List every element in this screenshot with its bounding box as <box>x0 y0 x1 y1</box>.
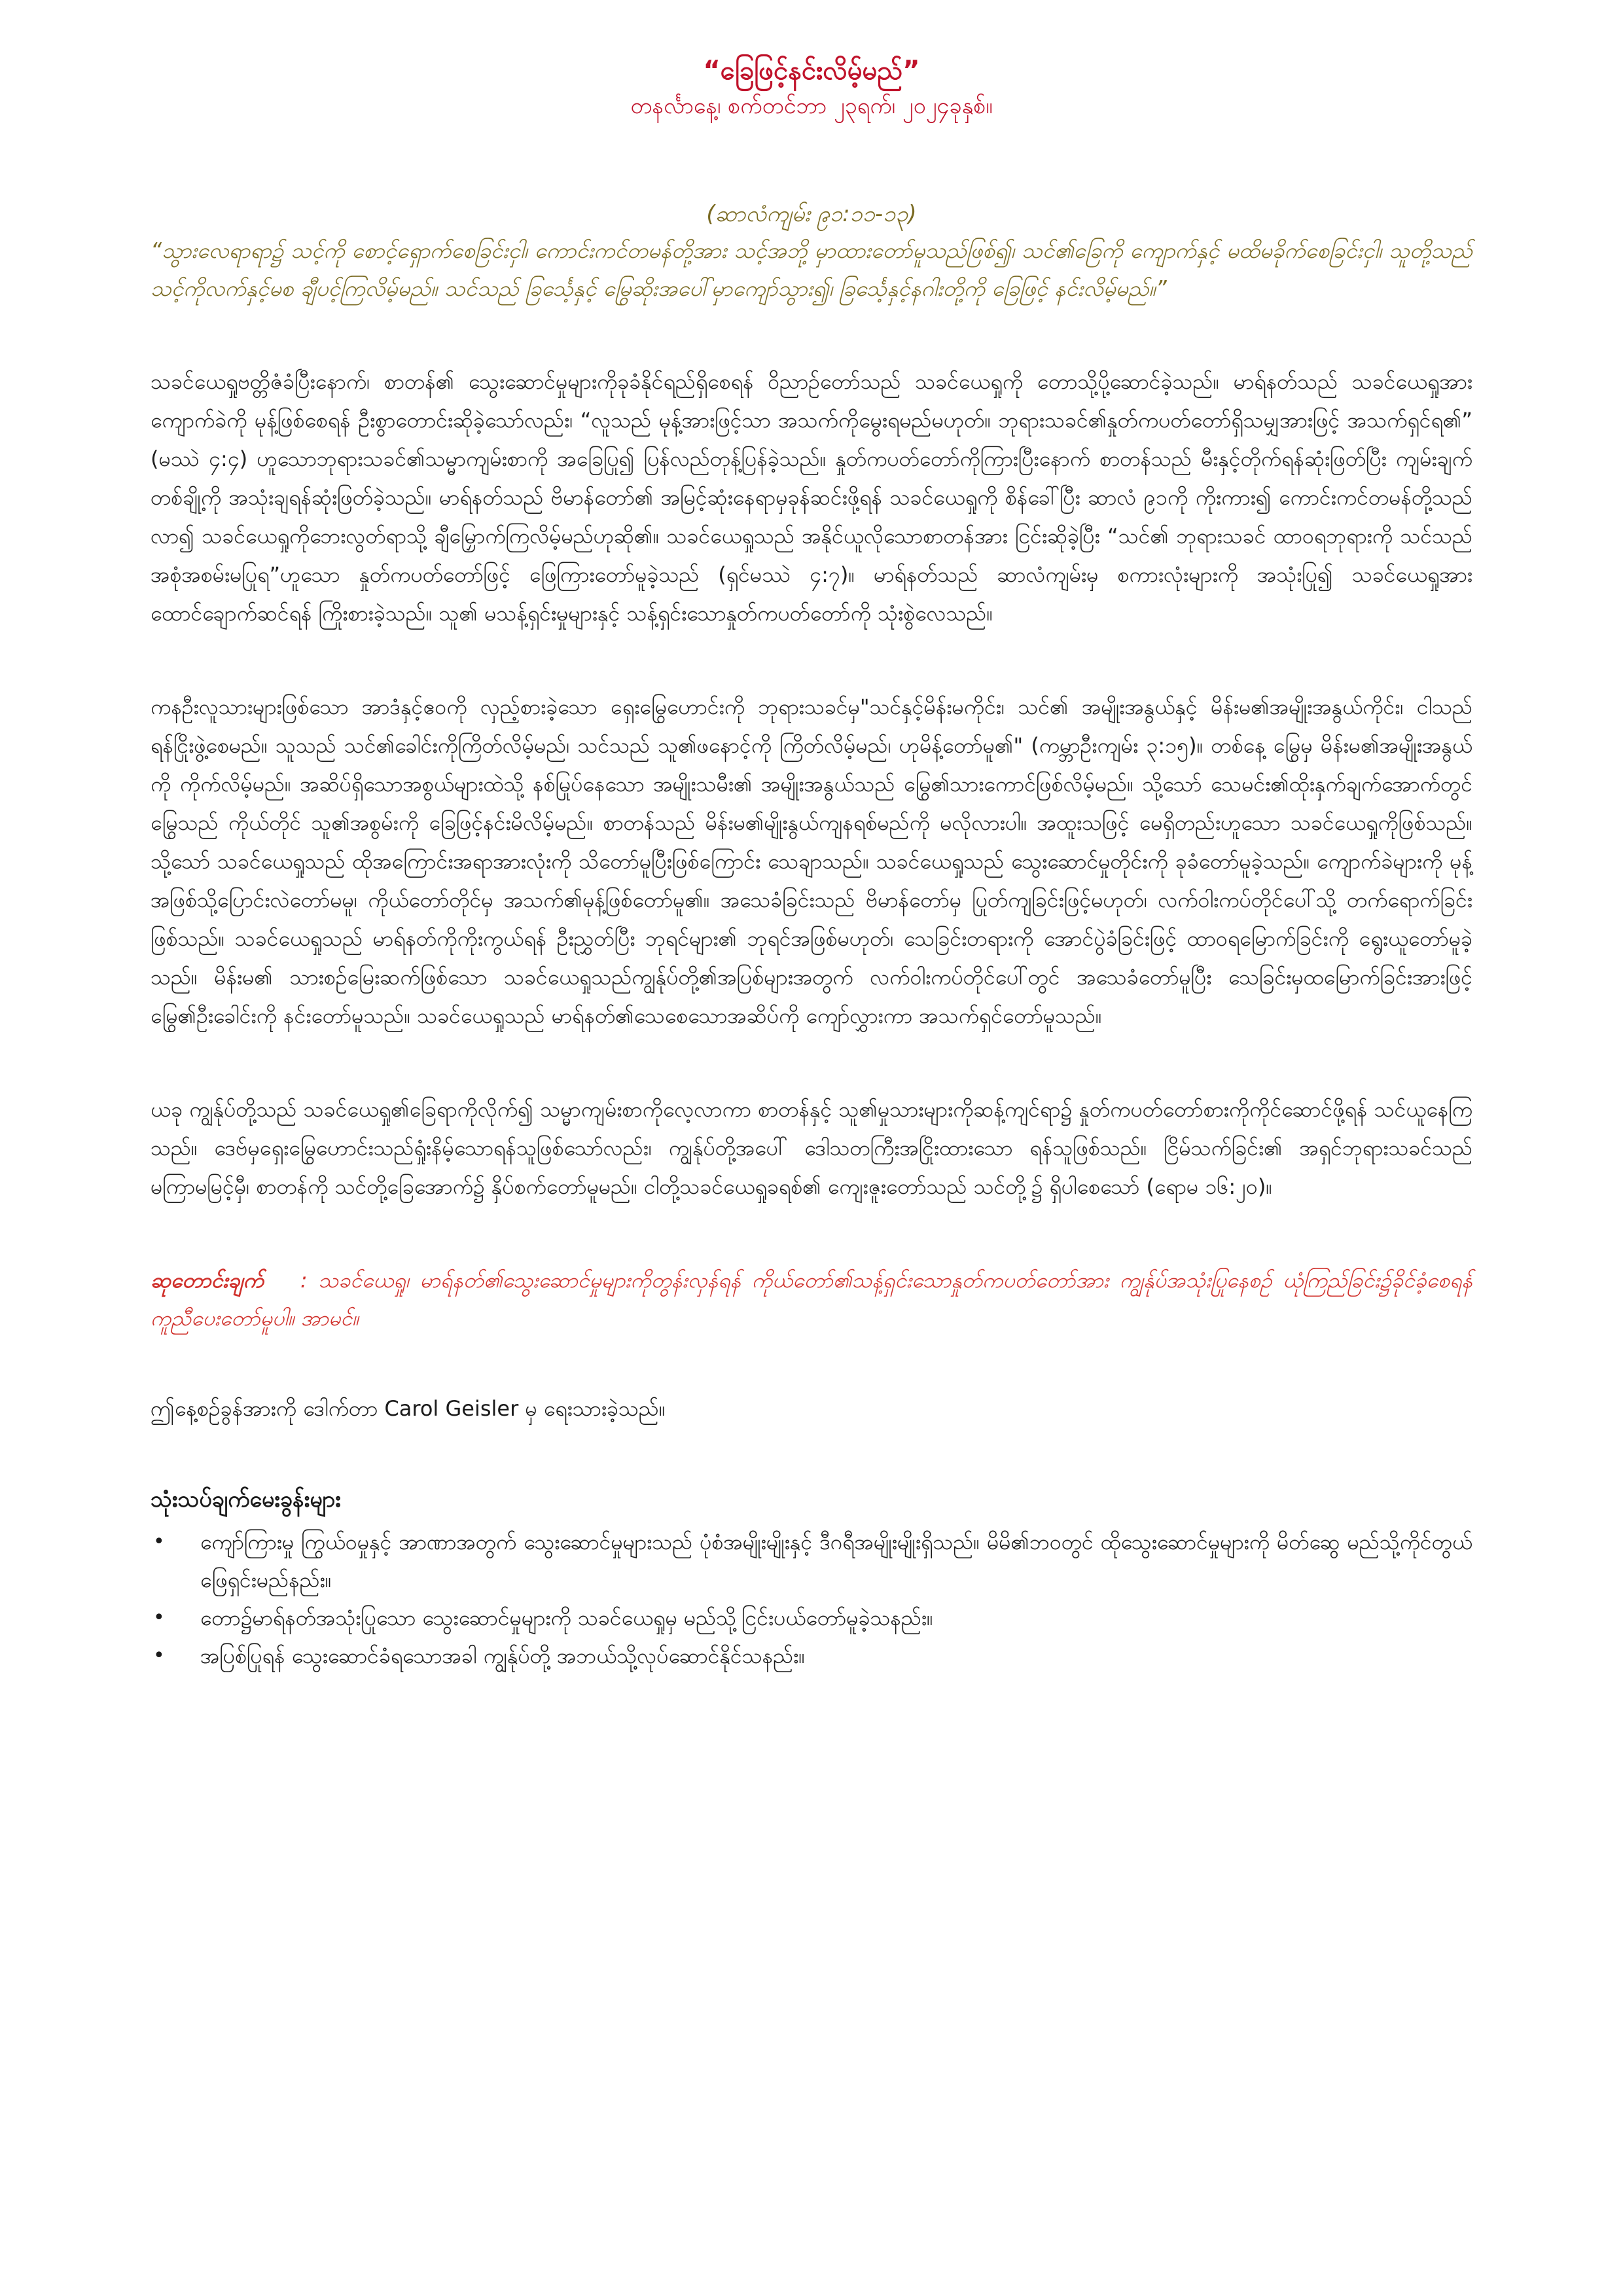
question-text: အပြစ်ပြုရန် သွေးဆောင်ခံရသောအခါ ကျွန်ုပ်တို့ အဘယ်သို့လုပ်ဆောင်နိုင်သနည်း။ <box>200 1643 805 1668</box>
scripture-text: “သွားလေရာရာ၌ သင့်ကို စောင့်ရှောက်စေခြင်းငှါ၊ ကောင်းကင်တမန်တို့အား သင့်အဘို့ မှာထားတော်မူသည်ဖြစ်၍၊ သင်၏ခြေကို ကျောက်နှင့် မထိမခိုက်စေခြင်းငှါ၊ သူတို့သည် သင့်ကိုလက်နှင့်မစ ချီပင့်ကြလိမ့်မည်။ သင်သည် ခြင်္သေ့နှင့် မြွေဆိုးအပေါ်မှာကျော်သွား၍၊ ခြင်္သေ့နှင့်နဂါးတို့ကို ခြေဖြင့် နင်းလိမ့်မည်။” <box>151 238 1472 301</box>
bullet-icon: • <box>153 1606 165 1629</box>
list-item <box>151 1637 1472 1675</box>
bullet-icon: • <box>153 1644 165 1667</box>
question-text: ကျော်ကြားမှု ကြွယ်ဝမှုနှင့် အာဏာအတွက် သွေးဆောင်မှုများသည် ပုံစံအမျိုးမျိုးနှင့် ဒီဂရီအမျိုးမျိုးရှိသည်။ မိမိ၏ဘဝတွင် ထိုသွေးဆောင်မှုများကို မိတ်ဆွေ မည်သို့ကိုင်တွယ်ဖြေရှင်းမည်နည်း။ <box>200 1530 1472 1592</box>
bullet-icon: • <box>153 1530 165 1553</box>
page-title: “ခြေဖြင့်နင်းလိမ့်မည်” <box>703 56 920 86</box>
list-item <box>151 1523 1472 1599</box>
body-paragraph-1: သခင်ယေရှုဗတ္တိဇံခံပြီးနောက်၊ စာတန်၏ သွေးဆောင်မှုများကိုခုခံနိုင်ရည်ရှိစေရန် ဝိညာဉ်တော်သည် သခင်ယေရှုကို တောသို့ပို့ဆောင်ခဲ့သည်။ မာရ်နတ်သည် သခင်ယေရှုအား ကျောက်ခဲကို မုန့်ဖြစ်စေရန် ဦးစွာတောင်းဆိုခဲ့သော်လည်း၊ “လူသည် မုန့်အားဖြင့်သာ အသက်ကိုမွေးရမည်မဟုတ်။ ဘုရားသခင်၏နှုတ်ကပတ်တော်ရှိသမျှအားဖြင့် အသက်ရှင်ရ၏” (မဿဲ ၄:၄) ဟူသောဘုရားသခင်၏သမ္မာကျမ်းစာကို အခြေပြု၍ ပြန်လည်တုန့်ပြန်ခဲ့သည်။ နှုတ်ကပတ်တော်ကိုကြားပြီးနောက် စာတန်သည် မီးနှင့်တိုက်ရန်ဆုံးဖြတ်ပြီး ကျမ်းချက်တစ်ချို့ကို အသုံးချရန်ဆုံးဖြတ်ခဲ့သည်။ မာရ်နတ်သည် ဗိမာန်တော်၏ အမြင့်ဆုံးနေရာမှခုန်ဆင်းဖို့ရန် သခင်ယေရှုကို စိန်ခေါ်ပြီး ဆာလံ ၉၁ကို ကိုးကား၍ ကောင်းကင်တမန်တို့သည် လာ၍ သခင်ယေရှုကိုဘေးလွတ်ရာသို့ ချီမြှောက်ကြလိမ့်မည်ဟုဆို၏။ သခင်ယေရှုသည် အနိုင်ယူလိုသောစာတန်အား ငြင်းဆိုခဲ့ပြီး “သင်၏ ဘုရားသခင် ထာဝရဘုရားကို သင်သည် အစုံအစမ်းမပြုရ”ဟူသော နှုတ်ကပတ်တော်ဖြင့် ဖြေကြားတော်မူခဲ့သည် (ရှင်မဿဲ ၄:၇)။ မာရ်နတ်သည် ဆာလံကျမ်းမှ စကားလုံးများကို အသုံးပြု၍ သခင်ယေရှုအား ထောင်ချောက်ဆင်ရန် ကြိုးစားခဲ့သည်။ သူ၏ မသန့်ရှင်းမှုများနှင့် သန့်ရှင်းသောနှုတ်ကပတ်တော်ကို သုံးစွဲလေသည်။ <box>151 369 1473 626</box>
scripture-reference: (ဆာလံကျမ်း ၉၁:၁၁-၁၃) <box>706 201 917 227</box>
prayer-block <box>151 1261 1472 1337</box>
prayer-text: : သခင်ယေရှု၊ မာရ်နတ်၏သွေးဆောင်မှုများကိုတွန်းလှန်ရန် ကိုယ်တော်၏သန့်ရှင်းသောနှုတ်ကပတ်တော်အား ကျွန်ုပ်အသုံးပြုနေစဉ် ယုံကြည်ခြင်း၌ခိုင်ခံ့စေရန်ကူညီပေးတော်မူပါ။ အာမင်။ <box>151 1268 1472 1331</box>
author-credit: ဤနေ့စဉ်ခွန်အားကို ဒေါက်တာ Carol Geisler မှ ရေးသားခဲ့သည်။ <box>151 1396 666 1421</box>
body-paragraph-2: ကနဦးလူသားများဖြစ်သော အာဒံနှင့်ဧဝကို လှည့်စားခဲ့သော ရှေးမြွေဟောင်းကို ဘုရားသခင်မှ"သင်နှင့်မိန်းမကိုင်း၊ သင်၏ အမျိုးအနွယ်နှင့် မိန်းမ၏အမျိုးအနွယ်ကိုင်း၊ ငါသည် ရန်ငြိုးဖွဲ့စေမည်။ သူသည် သင်၏ခေါင်းကိုကြိတ်လိမ့်မည်၊ သင်သည် သူ၏ဖနောင့်ကို ကြိတ်လိမ့်မည်၊ ဟုမိန့်တော်မူ၏" (ကမ္ဘာဦးကျမ်း ၃:၁၅)။ တစ်နေ့ မြွေမှ မိန်းမ၏အမျိုးအနွယ်ကို ကိုက်လိမ့်မည်။ အဆိပ်ရှိသောအစွယ်များထဲသို့ နစ်မြုပ်နေသော အမျိုးသမီး၏ အမျိုးအနွယ်သည် မြွေ၏သားကောင်ဖြစ်လိမ့်မည်။ သို့သော် သေမင်း၏ထိုးနှက်ချက်အောက်တွင် မြွေသည် ကိုယ်တိုင် သူ၏အစွမ်းကို ခြေဖြင့်နင်းမိလိမ့်မည်။ စာတန်သည် မိန်းမ၏မျိုးနွယ်ကျနရစ်မည်ကို မလိုလားပါ။ အထူးသဖြင့် မေရှိတည်းဟူသော သခင်ယေရှုကိုဖြစ်သည်။ သို့သော် သခင်ယေရှုသည် ထိုအကြောင်းအရာအားလုံးကို သိတော်မူပြီးဖြစ်ကြောင်း သေချာသည်။ သခင်ယေရှုသည် သွေးဆောင်မှုတိုင်းကို ခုခံတော်မူခဲ့သည်။ ကျောက်ခဲများကို မုန့်အဖြစ်သို့ပြောင်းလဲတော်မမူ၊ ကိုယ်တော်တိုင်မှ အသက်၏မုန့်ဖြစ်တော်မူ၏။ အသေခံခြင်းသည် ဗိမာန်တော်မှ ပြုတ်ကျခြင်းဖြင့်မဟုတ်၊ လက်ဝါးကပ်တိုင်ပေါ်သို့ တက်ရောက်ခြင်းဖြစ်သည်။ သခင်ယေရှုသည် မာရ်နတ်ကိုကိုးကွယ်ရန် ဦးညွှတ်ပြီး ဘုရင်များ၏ ဘုရင်အဖြစ်မဟုတ်၊ သေခြင်းတရားကို အောင်ပွဲခံခြင်းဖြင့် ထာဝရမြောက်ခြင်းကို ရွေးယူတော်မူခဲ့သည်။ မိန်းမ၏ သားစဉ်မြေးဆက်ဖြစ်သော သခင်ယေရှုသည်ကျွန်ုပ်တို့၏အပြစ်များအတွက် လက်ဝါးကပ်တိုင်ပေါ်တွင် အသေခံတော်မူပြီး သေခြင်းမှထမြောက်ခြင်းအားဖြင့် မြွေ၏ဦးခေါင်းကို နင်းတော်မူသည်။ သခင်ယေရှုသည် မာရ်နတ်၏သေစေသောအဆိပ်ကို ကျော်လွှားကာ အသက်ရှင်တော်မူသည်။ <box>151 694 1473 1028</box>
prayer-label: ဆုတောင်းချက် <box>151 1268 264 1293</box>
list-item <box>151 1599 1472 1637</box>
questions-heading: သုံးသပ်ချက်မေးခွန်းများ <box>151 1486 341 1513</box>
questions-list <box>151 1523 1472 1675</box>
question-text: တော၌မာရ်နတ်အသုံးပြုသော သွေးဆောင်မှုများကို သခင်ယေရှုမှ မည်သို့ငြင်းပယ်တော်မူခဲ့သနည်း။ <box>200 1605 933 1630</box>
page-date: တနင်္လာနေ့၊ စက်တင်ဘာ ၂၃ရက်၊ ၂၀၂၄ခုနှစ်။ <box>630 93 993 119</box>
body-paragraph-3: ယခု ကျွန်ုပ်တို့သည် သခင်ယေရှု၏ခြေရာကိုလိုက်၍ သမ္မာကျမ်းစာကိုလေ့လာကာ စာတန်နှင့် သူ၏မှုသားများကိုဆန့်ကျင်ရာ၌ နှုတ်ကပတ်တော်စားကိုကိုင်ဆောင်ဖို့ရန် သင်ယူနေကြသည်။ ဒေဗ်မှရှေးမြွေဟောင်းသည်ရှုံးနိမ့်သောရန်သူဖြစ်သော်လည်း၊ ကျွန်ုပ်တို့အပေါ် ဒေါသတကြီးအငြိုးထားသော ရန်သူဖြစ်သည်။ ငြိမ်သက်ခြင်း၏ အရှင်ဘုရားသခင်သည် မကြာမမြင့်မှီ၊ စာတန်ကို သင်တို့ခြေအောက်၌ နှိပ်စက်တော်မူမည်။ ငါတို့သခင်ယေရှုခရစ်၏ ကျေးဇူးတော်သည် သင်တို့၌ ရှိပါစေသော် (ရောမ ၁၆:၂၀)။ <box>151 1097 1472 1199</box>
